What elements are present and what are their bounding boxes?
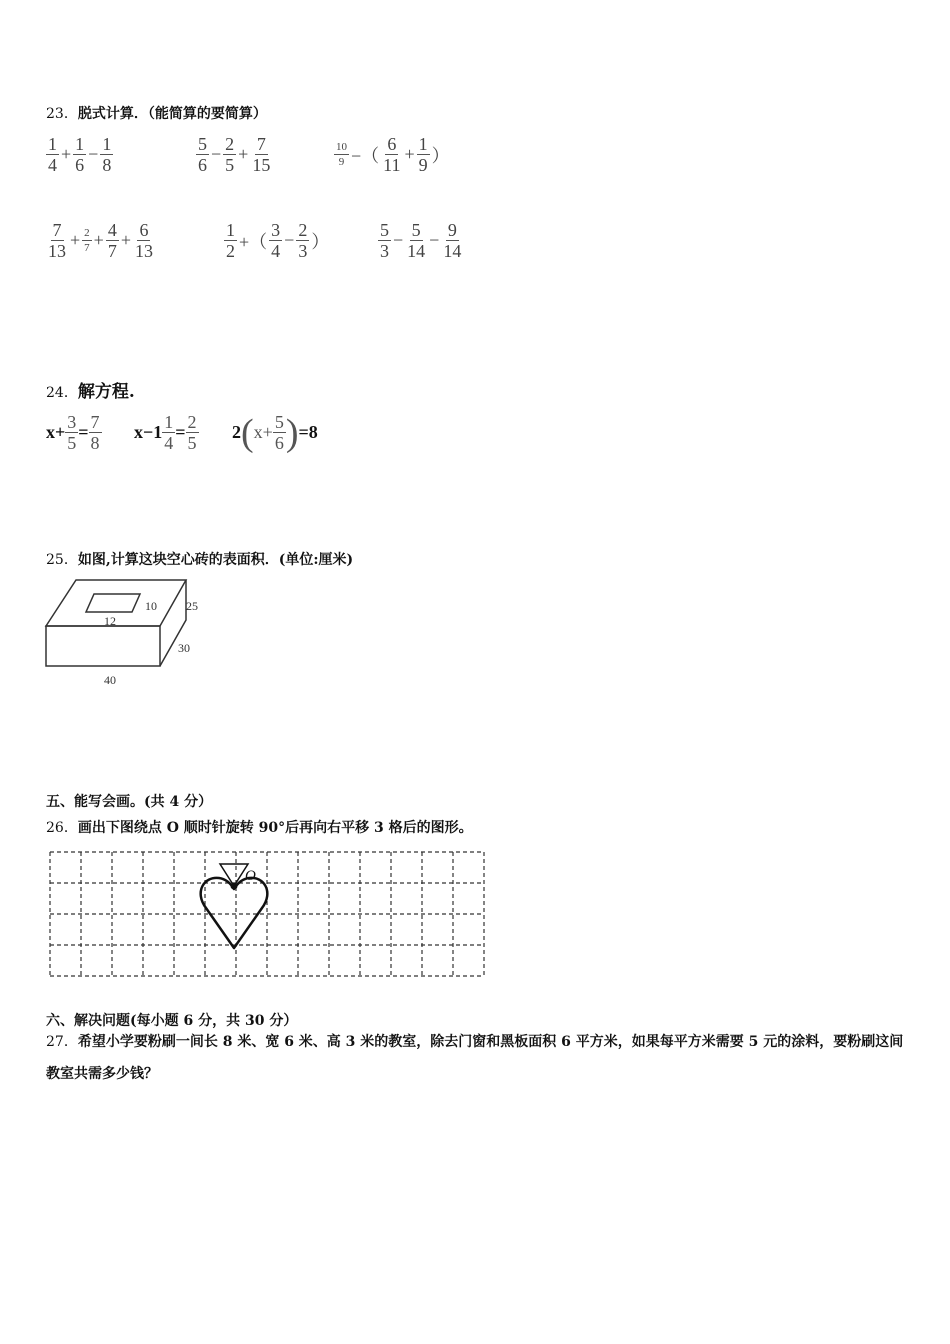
q26-text: 画出下图绕点 O 顺时针旋转 90°后再向右平移 3 格后的图形。 — [77, 820, 473, 836]
q23-text: 脱式计算．（能简算的要简算） — [77, 106, 267, 122]
q24-equation-3 — [232, 412, 318, 453]
q23-expr-1 — [46, 134, 113, 175]
dotted-grid-figure — [44, 846, 488, 986]
operator: ） — [431, 145, 450, 166]
numerator: 1 — [164, 412, 174, 432]
right-paren: ) — [285, 411, 299, 454]
numerator: 7 — [90, 412, 100, 432]
q25-number: 25． — [46, 552, 78, 568]
numerator: 1 — [418, 134, 428, 154]
q27-number: 27． — [46, 1034, 78, 1050]
denominator: 5 — [225, 155, 235, 175]
q23-expr-4 — [46, 220, 155, 261]
equation-text: x−1 — [134, 422, 163, 442]
numerator: 2 — [84, 227, 90, 239]
operator: − — [88, 144, 99, 164]
operator: − — [284, 230, 295, 250]
denominator: 7 — [84, 242, 90, 254]
equation-text: 2 — [232, 422, 241, 442]
equation-text: = — [78, 422, 89, 442]
operator: +（ — [239, 231, 268, 252]
q23-expr-6 — [378, 220, 463, 261]
numerator: 1 — [48, 134, 57, 154]
section-5-title: 五、能写会画。(共 4 分） — [46, 794, 213, 810]
label-hole-width: 12 — [104, 614, 116, 628]
numerator: 2 — [298, 220, 308, 240]
numerator: 5 — [198, 134, 207, 154]
q25-text: 如图,计算这块空心砖的表面积．(单位:厘米) — [77, 552, 354, 568]
numerator: 2 — [187, 412, 197, 432]
denominator: 9 — [338, 156, 345, 168]
denominator: 7 — [107, 241, 117, 261]
denominator: 15 — [252, 155, 271, 175]
denominator: 4 — [48, 155, 57, 175]
left-paren: ( — [241, 411, 254, 454]
numerator: 1 — [226, 220, 235, 240]
denominator: 3 — [298, 241, 308, 261]
label-hole-depth: 10 — [145, 599, 157, 613]
equation-text: =8 — [298, 422, 318, 442]
denominator: 13 — [134, 241, 153, 261]
numerator: 6 — [387, 134, 397, 154]
numerator: 5 — [380, 220, 389, 240]
q24-number: 24． — [46, 385, 78, 401]
denominator: 9 — [418, 155, 428, 175]
q23-expr-3 — [334, 134, 452, 175]
equation-text: x+ — [253, 422, 273, 442]
denominator: 4 — [164, 433, 174, 453]
operator: −（ — [351, 145, 380, 166]
numerator: 10 — [336, 141, 347, 153]
operator: − — [393, 230, 404, 250]
point-o — [231, 883, 238, 890]
denominator: 6 — [75, 155, 85, 175]
operator: + — [70, 230, 81, 250]
numerator: 1 — [75, 134, 85, 154]
denominator: 6 — [198, 155, 207, 175]
q24-equation-1 — [46, 412, 102, 453]
point-o-label: O — [245, 868, 256, 884]
operator: + — [120, 230, 131, 250]
label-length: 40 — [104, 673, 116, 687]
q24-equation-2 — [134, 412, 199, 453]
numerator: 5 — [411, 220, 421, 240]
q23-expr-5 — [224, 220, 331, 261]
q24-title — [46, 377, 135, 402]
equation-text: x+ — [46, 422, 66, 442]
numerator: 9 — [447, 220, 457, 240]
numerator: 6 — [139, 220, 149, 240]
q23-expr-2 — [196, 134, 272, 175]
q23-title — [46, 103, 267, 123]
denominator: 3 — [380, 241, 389, 261]
q24-text: 解方程. — [77, 382, 135, 402]
numerator: 3 — [67, 412, 77, 432]
numerator: 2 — [225, 134, 235, 154]
denominator: 2 — [226, 241, 235, 261]
equation-text: = — [175, 422, 186, 442]
denominator: 5 — [67, 433, 77, 453]
denominator: 6 — [274, 433, 284, 453]
operator: + — [404, 144, 415, 164]
q23-number: 23． — [46, 106, 78, 122]
hollow-brick-figure — [40, 572, 220, 692]
operator: − — [211, 144, 222, 164]
q25-title — [46, 549, 353, 569]
numerator: 5 — [274, 412, 284, 432]
q27-body — [46, 1026, 906, 1090]
denominator: 5 — [187, 433, 197, 453]
operator: + — [238, 144, 249, 164]
denominator: 13 — [48, 241, 66, 261]
operator: + — [93, 230, 104, 250]
numerator: 1 — [102, 134, 112, 154]
denominator: 8 — [90, 433, 100, 453]
denominator: 14 — [407, 241, 426, 261]
numerator: 7 — [52, 220, 62, 240]
operator: + — [61, 144, 72, 164]
numerator: 4 — [107, 220, 117, 240]
operator: ） — [311, 231, 330, 252]
label-depth: 30 — [178, 641, 190, 655]
denominator: 8 — [102, 155, 112, 175]
section-6-title: 六、解决问题(每小题 6 分，共 30 分） — [46, 1013, 298, 1029]
denominator: 11 — [383, 155, 401, 175]
denominator: 14 — [443, 241, 462, 261]
label-height: 25 — [186, 599, 198, 613]
denominator: 4 — [271, 241, 281, 261]
q26-number: 26． — [46, 820, 78, 836]
numerator: 7 — [256, 134, 266, 154]
q26-title — [46, 817, 473, 837]
operator: − — [429, 230, 440, 250]
q27-text: 希望小学要粉刷一间长 8 米、宽 6 米、高 3 米的教室，除去门窗和黑板面积 6 平方米，如果每平方米需要 5 元的涂料，要粉刷这间教室共需多少钱？ — [46, 1034, 904, 1082]
numerator: 3 — [271, 220, 281, 240]
